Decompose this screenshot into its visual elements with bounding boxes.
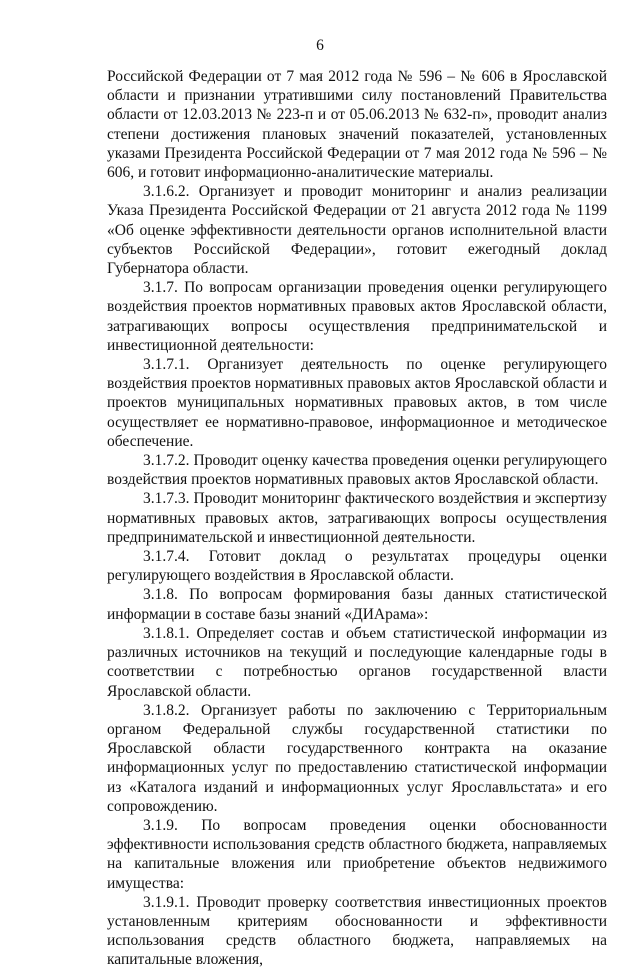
document-body xyxy=(107,67,607,970)
paragraph-continuation: Российской Федерации от 7 мая 2012 года № 596 – № 606 в Ярославской области и признании утратившими силу постановлений Правительства области от 12.03.2013 № 223-п и от 05.06.2013 № 632-п», проводит анализ степени достижения плановых значений показателей, установленных указами Президента Российской Федерации от 7 мая 2012 года № 596 – № 606, и готовит информационно-аналитические материалы. xyxy=(107,68,607,182)
paragraph-3-1-8: 3.1.8. По вопросам формирования базы данных статистической информации в составе базы знаний «ДИАрама»: xyxy=(107,586,607,623)
paragraph-3-1-8-1: 3.1.8.1. Определяет состав и объем статистической информации из различных источников на текущий и последующие календарные годы в соответствии с потребностью органов государственной власти Ярославской области. xyxy=(107,624,607,700)
paragraph-3-1-6-2: 3.1.6.2. Организует и проводит мониторинг и анализ реализации Указа Президента Российской Федерации от 21 августа 2012 года № 1199 «Об оценке эффективности деятельности органов исполнительной власти субъектов Российской Федерации», готовит ежегодный доклад Губернатора области. xyxy=(107,183,607,278)
paragraph-3-1-7-4: 3.1.7.4. Готовит доклад о результатах процедуры оценки регулирующего воздействия в Ярославской области. xyxy=(107,548,607,585)
paragraph-3-1-7-2: 3.1.7.2. Проводит оценку качества проведения оценки регулирующего воздействия проектов нормативных правовых актов Ярославской области. xyxy=(107,452,607,489)
paragraph-3-1-9-1: 3.1.9.1. Проводит проверку соответствия инвестиционных проектов установленным критериям обоснованности и эффективности использования средств областного бюджета, направляемых на капитальные вложения, xyxy=(107,893,607,969)
paragraph-3-1-7-1: 3.1.7.1. Организует деятельность по оценке регулирующего воздействия проектов нормативных правовых актов Ярославской области и проектов муниципальных нормативных правовых актов, в том числе осуществляет ее нормативно-правовое, информационное и методическое обеспечение. xyxy=(107,356,607,450)
paragraph-3-1-7: 3.1.7. По вопросам организации проведения оценки регулирующего воздействия проектов нормативных правовых актов Ярославской области, затрагивающих вопросы осуществления предпринимательской и инвестиционной деятельности: xyxy=(107,279,607,354)
paragraph-3-1-8-2: 3.1.8.2. Организует работы по заключению с Территориальным органом Федеральной службы государственной статистики по Ярославской области государственного контракта на оказание информационных услуг по предоставлению статистической информации из «Каталога изданий и информационных услуг Ярославльстата» и его сопровождению. xyxy=(107,701,607,815)
paragraph-3-1-9: 3.1.9. По вопросам проведения оценки обоснованности эффективности использования средств областного бюджета, направляемых на капитальные вложения или приобретение объектов недвижимого имущества: xyxy=(107,816,607,892)
paragraph-3-1-7-3: 3.1.7.3. Проводит мониторинг фактического воздействия и экспертизу нормативных правовых актов, затрагивающих вопросы осуществления предпринимательской и инвестиционной деятельности. xyxy=(107,490,607,546)
page-number: 6 xyxy=(316,37,324,54)
